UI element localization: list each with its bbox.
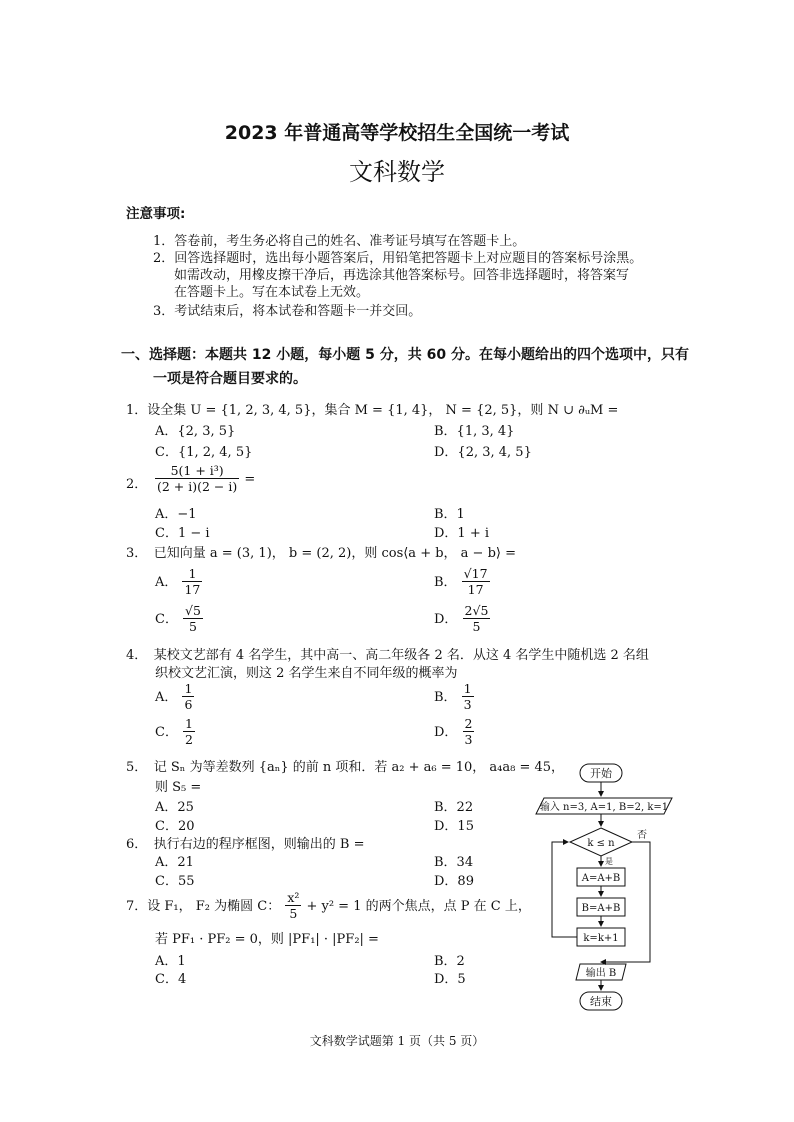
q3-option-b <box>434 566 490 597</box>
q7-stem-post: + y² = 1 的两个焦点，点 P 在 C 上， <box>306 899 531 914</box>
q5-option-c: C．20 <box>155 819 195 834</box>
q4-option-d <box>434 716 474 747</box>
q7-stem-pre: 7．设 F₁， F₂ 为椭圆 C： <box>126 899 281 914</box>
notice-line-2: 2．回答选择题时，选出每小题答案后，用铅笔把答题卡上对应题目的答案标号涂黑。 <box>153 251 643 266</box>
q1-option-a: A．{2, 3, 5} <box>155 424 236 439</box>
q5-option-a: A．25 <box>155 800 194 815</box>
q3-c-denominator: 5 <box>189 619 197 634</box>
q6-stem: 6． 执行右边的程序框图，则输出的 B = <box>126 837 365 852</box>
q3-b-denominator: 17 <box>467 582 484 597</box>
q2-fraction <box>155 463 239 494</box>
end-label: 结束 <box>590 995 612 1008</box>
notice-heading: 注意事项: <box>126 206 186 222</box>
q7-option-d: D．5 <box>434 972 466 987</box>
q6-option-d: D．89 <box>434 874 474 889</box>
step-a-label: A=A+B <box>581 873 621 884</box>
q7-option-b: B．2 <box>434 954 465 969</box>
q4-option-a-label: A． <box>155 690 178 705</box>
q7-stem-line-1 <box>126 890 531 921</box>
q3-option-a <box>155 566 202 597</box>
q4-b-numerator: 1 <box>463 681 472 696</box>
q4-option-c-label: C． <box>155 725 178 740</box>
q2-option-b: B．1 <box>434 507 465 522</box>
q5-option-b: B．22 <box>434 800 474 815</box>
q1-option-d: D．{2, 3, 4, 5} <box>434 445 532 460</box>
q7-stem-line-2: 若 PF₁ · PF₂ = 0，则 |PF₁| · |PF₂| = <box>155 932 379 947</box>
q4-a-numerator: 1 <box>184 681 193 696</box>
q3-option-d-label: D． <box>434 612 458 627</box>
q4-option-d-label: D． <box>434 725 458 740</box>
q3-d-numerator: 2√5 <box>464 603 489 618</box>
q4-c-denominator: 2 <box>185 732 193 747</box>
q5-stem-line-1: 5． 记 Sₙ 为等差数列 {aₙ} 的前 n 项和．若 a₂ + a₆ = 10， a₄a₈ = 45， <box>126 760 565 775</box>
q2-option-c: C．1 − i <box>155 526 210 541</box>
q4-d-numerator: 2 <box>464 716 473 731</box>
q4-option-a <box>155 681 194 712</box>
step-k-label: k=k+1 <box>583 933 619 944</box>
q1-option-b: B．{1, 3, 4} <box>434 424 515 439</box>
q6-option-c: C．55 <box>155 874 195 889</box>
q6-option-a: A．21 <box>155 855 194 870</box>
q4-b-denominator: 3 <box>463 697 472 712</box>
output-label: 输出 B <box>585 968 617 979</box>
q7-option-c: C．4 <box>155 972 187 987</box>
q3-option-c <box>155 603 203 634</box>
q3-b-numerator: √17 <box>463 566 488 581</box>
q7-fraction-numerator: x² <box>287 890 300 905</box>
q7-option-a: A．1 <box>155 954 186 969</box>
input-label: 输入 n=3, A=1, B=2, k=1 <box>539 802 669 813</box>
start-label: 开始 <box>590 767 612 780</box>
q4-stem-line-2: 织校文艺汇演，则这 2 名学生来自不同年级的概率为 <box>155 666 458 681</box>
q4-option-b <box>434 681 474 712</box>
q2-fraction-denominator: (2 + i)(2 − i) <box>157 479 238 494</box>
condition-label: k ≤ n <box>587 838 615 849</box>
q3-a-denominator: 17 <box>184 582 201 597</box>
q4-option-b-label: B． <box>434 690 457 705</box>
q3-option-a-label: A． <box>155 575 178 590</box>
q3-stem: 3． 已知向量 a = (3, 1)， b = (2, 2)，则 cos⟨a + b， a − b⟩ = <box>126 546 516 561</box>
q5-option-d: D．15 <box>434 819 474 834</box>
q4-stem-line-1: 4． 某校文艺部有 4 名学生，其中高一、高二年级各 2 名．从这 4 名学生中随机选 2 名组 <box>126 648 649 663</box>
q1-stem: 1．设全集 U = {1, 2, 3, 4, 5}，集合 M = {1, 4}， N = {2, 5}，则 N ∪ ∂ᵤM = <box>126 403 619 418</box>
notice-line-3: 如需改动，用橡皮擦干净后，再选涂其他答案标号。回答非选择题时，将答案写 <box>174 268 630 283</box>
exam-subtitle: 文科数学 <box>349 158 445 186</box>
q6-option-b: B．34 <box>434 855 474 870</box>
section-heading-line-2: 一项是符合题目要求的。 <box>153 371 307 387</box>
q4-c-numerator: 1 <box>185 716 193 731</box>
q4-d-denominator: 3 <box>464 732 473 747</box>
notice-line-4: 在答题卡上。写在本试卷上无效。 <box>174 285 370 300</box>
q4-option-c <box>155 716 195 747</box>
section-heading-line-1: 一、选择题：本题共 12 小题，每小题 5 分，共 60 分。在每小题给出的四个选项中，只有 <box>121 347 689 363</box>
q3-c-numerator: √5 <box>185 603 201 618</box>
q1-option-c: C．{1, 2, 4, 5} <box>155 445 253 460</box>
q3-d-denominator: 5 <box>472 619 481 634</box>
page-footer: 文科数学试题第 1 页（共 5 页） <box>309 1034 485 1048</box>
q2-fraction-numerator: 5(1 + i³) <box>155 463 239 479</box>
q7-fraction-denominator: 5 <box>289 906 298 921</box>
notice-line-5: 3．考试结束后，将本试卷和答题卡一并交回。 <box>153 304 422 319</box>
q3-a-numerator: 1 <box>182 566 202 582</box>
exam-title: 2023 年普通高等学校招生全国统一考试 <box>224 122 570 144</box>
notice-line-1: 1．答卷前，考生务必将自己的姓名、准考证号填写在答题卡上。 <box>153 234 526 249</box>
yes-label: 是 <box>605 857 613 866</box>
q5-stem-line-2: 则 S₅ = <box>155 780 202 795</box>
q4-a-denominator: 6 <box>184 697 193 712</box>
q2-number: 2． <box>126 477 148 492</box>
q2-option-a: A．−1 <box>155 507 197 522</box>
q3-option-d <box>434 603 490 634</box>
no-label: 否 <box>637 830 647 841</box>
q2-option-d: D．1 + i <box>434 526 490 541</box>
program-flowchart <box>530 758 690 1020</box>
q3-option-c-label: C． <box>155 612 178 627</box>
q3-option-b-label: B． <box>434 575 457 590</box>
q2-expression <box>155 463 255 494</box>
step-b-label: B=A+B <box>581 903 621 914</box>
q2-equals: = <box>244 472 256 487</box>
